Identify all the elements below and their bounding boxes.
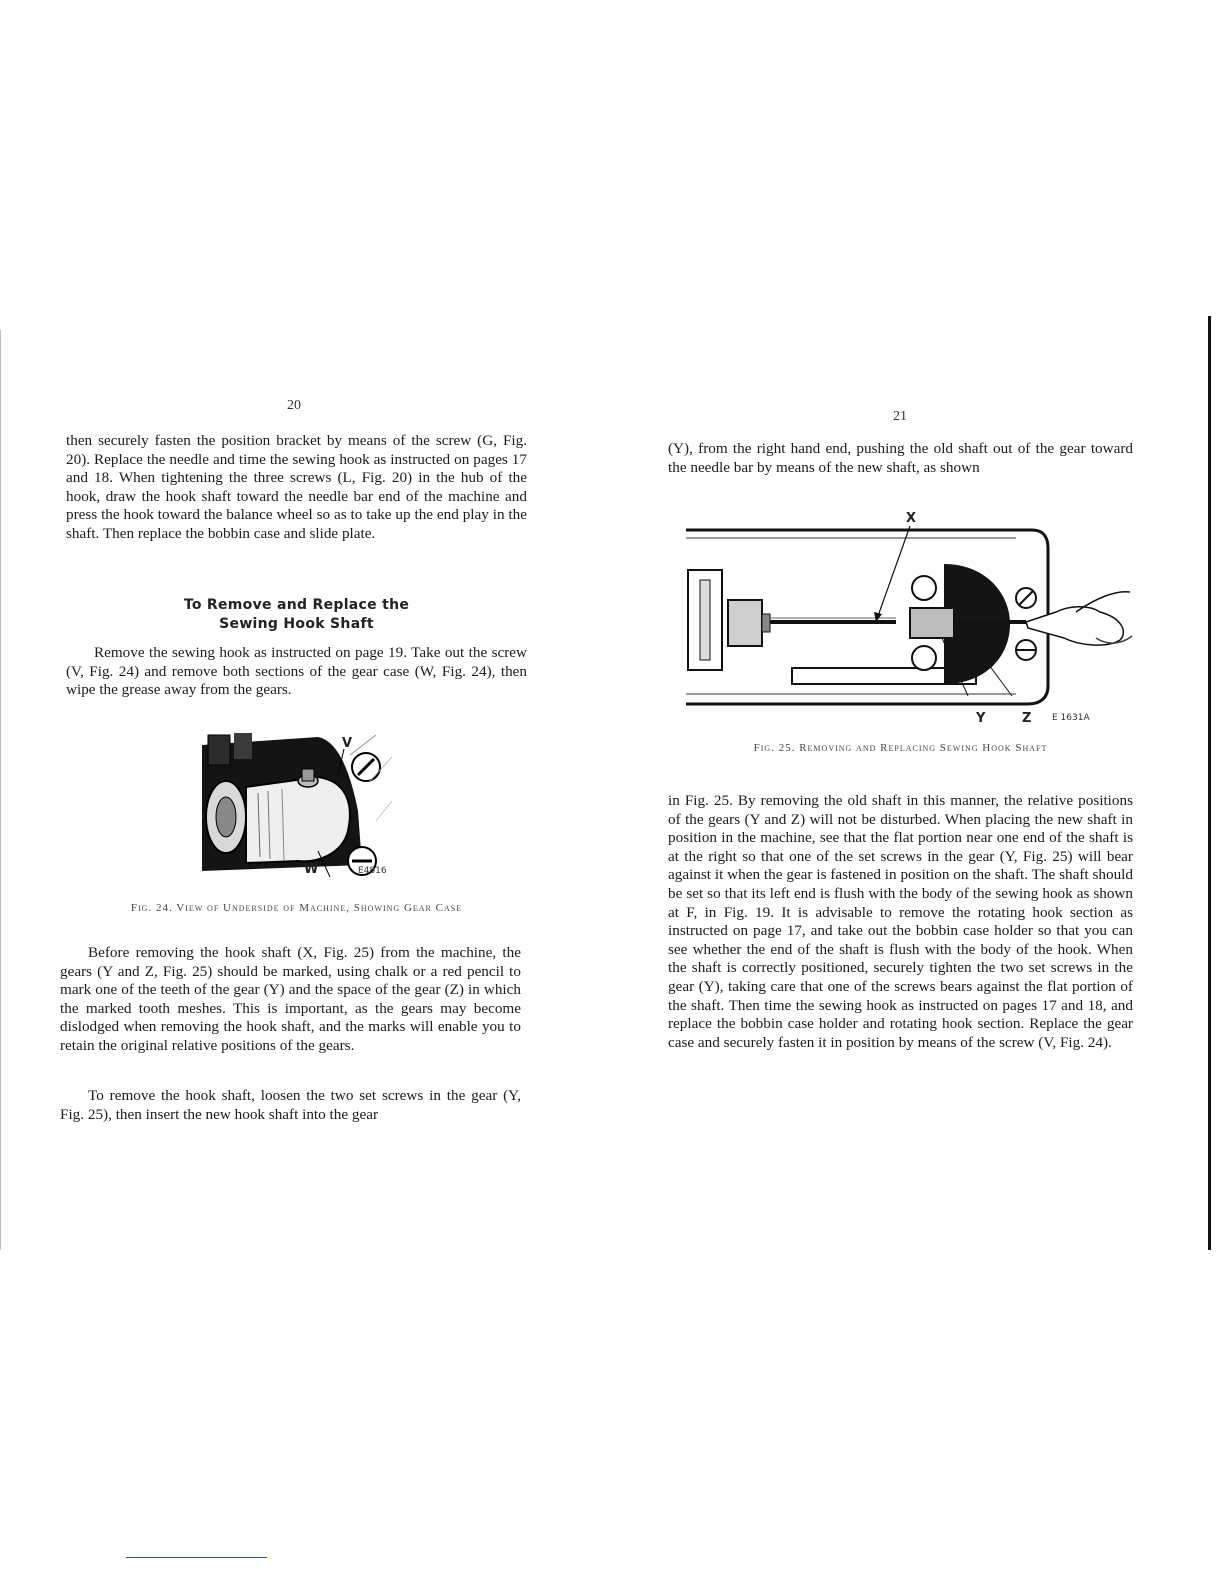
bottom-rule [126, 1557, 267, 1558]
fig24-label-w: W [304, 862, 319, 877]
page-number-left: 20 [287, 398, 301, 413]
page-number-right: 21 [893, 409, 907, 424]
figure-24 [198, 731, 394, 877]
right-paragraph-1: (Y), from the right hand end, pushing the old shaft out of the gear toward the needle bar by means of the new shaft, as shown [668, 440, 1133, 476]
right-page-edge [1208, 316, 1211, 1250]
fig25-label-z: Z [1022, 711, 1032, 726]
fig24-label-v: V [342, 736, 353, 751]
right-paragraph-2: in Fig. 25. By removing the old shaft in this manner, the relative positions of the gears (Y and Z) will not be disturbed. When placing the new shaft in position in the machine, see that the flat portion near one end of the shaft is at the right so that one of the set screws in the gear (Y, Fig. 25) will bear against it when the gear is fastened in position on the shaft. The shaft should be set so that its left end is flush with the body of the sewing hook as shown at F, in Fig. 19. It is advisable to remove the rotating hook section as instructed on page 17, and take out the bobbin case holder so that you can see whether the end of the shaft is flush with the body of the hook. When the shaft is correctly positioned, securely tighten the two set screws in the gear (Y), taking care that one of the screws bears against the flat portion of the shaft. Then time the sewing hook as instructed on pages 17 and 18, and replace the bobbin case holder and rotating hook section. Replace the gear case and securely fasten it in position by means of the screw (V, Fig. 24). [668, 792, 1133, 1051]
heading-line-2: Sewing Hook Shaft [219, 616, 374, 632]
left-paragraph-3: Before removing the hook shaft (X, Fig. 25) from the machine, the gears (Y and Z, Fig. 25) should be marked, using chalk or a red pencil to mark one of the teeth of the gear (Y) and the space of the gear (Z) in which the marked tooth meshes. This is important, as the gears may become dislodged when removing the hook shaft, and the marks will enable you to retain the original relative positions of the gears. [60, 944, 521, 1054]
fig25-caption: Fig. 25. Removing and Replacing Sewing Hook Shaft [753, 742, 1048, 754]
left-page-edge [0, 330, 1, 1250]
hook-shaft-illustration [676, 508, 1136, 726]
section-heading [66, 596, 527, 634]
left-paragraph-2: Remove the sewing hook as instructed on page 19. Take out the screw (V, Fig. 24) and remove both sections of the gear case (W, Fig. 24), then wipe the grease away from the gears. [66, 644, 527, 699]
fig24-caption: Fig. 24. View of Underside of Machine, Showing Gear Case [130, 902, 463, 914]
heading-line-1: To Remove and Replace the [183, 597, 410, 613]
fig25-code: E 1631A [1052, 713, 1090, 723]
left-paragraph-4: To remove the hook shaft, loosen the two set screws in the gear (Y, Fig. 25), then insert the new hook shaft into the gear [60, 1087, 521, 1123]
left-paragraph-1: then securely fasten the position bracket by means of the screw (G, Fig. 20). Replace the needle and time the sewing hook as instructed on pages 17 and 18. When tightening the three screws (L, Fig. 20) in the hub of the hook, draw the hook shaft toward the needle bar end of the machine and press the hook toward the balance wheel so as to take up the end play in the shaft. Then replace the bobbin case and slide plate. [66, 432, 527, 542]
fig24-code: E4816 [358, 866, 387, 876]
fig25-label-y: Y [976, 711, 986, 726]
right-page [612, 0, 1224, 1584]
fig25-label-x: X [906, 511, 917, 526]
figure-25 [676, 508, 1136, 726]
gear-case-illustration [198, 731, 394, 877]
